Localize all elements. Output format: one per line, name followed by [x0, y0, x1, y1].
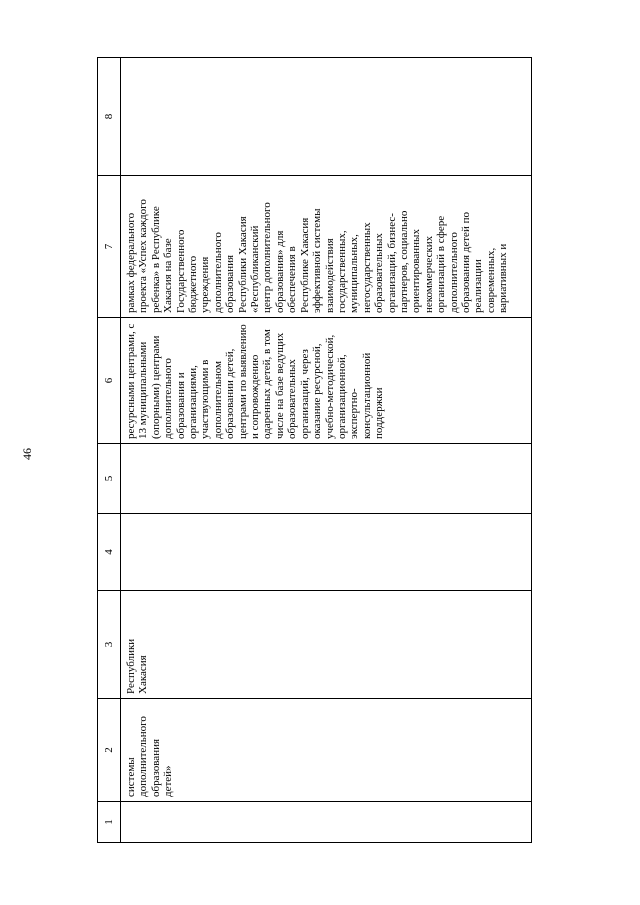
page-number: 46	[20, 448, 34, 460]
cell-text-line: 13 муниципальными	[137, 341, 150, 439]
cell-text-line: оказание ресурсной,	[311, 343, 324, 439]
cell-text-line: и сопровождению	[249, 354, 262, 439]
cell-text-line: образования	[149, 738, 162, 797]
cell-text-line: государственных,	[335, 230, 348, 313]
cell-text-line: «Республиканский	[249, 225, 262, 313]
cell-text-line: Хакасия	[137, 655, 150, 694]
cell-text-line: организаций в сфере	[435, 215, 448, 313]
cell-text-line: дополнительного	[211, 232, 224, 313]
cell-text-line: (опорными) центрами	[149, 335, 162, 439]
cell-text-line: Республики	[125, 638, 137, 694]
header-cell: 2	[98, 699, 121, 802]
cell-col7	[121, 176, 532, 318]
cell-text-line: взаимодействия	[323, 238, 336, 313]
cell-text-line: образования» для	[273, 230, 286, 313]
cell-text-line: эффективной системы	[311, 208, 324, 313]
cell-text-line: современных,	[484, 247, 497, 313]
cell-text-line: образовании детей,	[224, 348, 237, 439]
header-cell: 1	[98, 802, 121, 843]
cell-text-line: числе на базе ведущих	[273, 332, 286, 439]
cell-text-line: муниципальных,	[348, 234, 361, 313]
header-cell: 8	[98, 58, 121, 176]
cell-text-line: реализации	[472, 259, 485, 313]
cell-text-line: образования и	[174, 372, 187, 439]
cell-text-line: организациями,	[187, 365, 200, 439]
cell-text-line: негосударственных	[360, 222, 373, 313]
cell-text-line: ресурсными центрами, с	[125, 323, 137, 439]
cell-col5	[121, 444, 532, 514]
cell-text-line: организационной,	[335, 354, 348, 439]
cell-text-line: Республике Хакасия	[298, 217, 311, 313]
cell-text-line: обеспечения в	[286, 246, 299, 313]
cell-text-line: партнеров, социально	[397, 210, 410, 313]
cell-col1	[121, 802, 532, 843]
cell-text-line: дополнительного	[447, 232, 460, 313]
cell-text-line: некоммерческих	[422, 235, 435, 313]
cell-text-line: рамках федерального	[125, 212, 137, 313]
cell-text-line: образовательных	[373, 233, 386, 313]
cell-text-line: системы	[125, 757, 137, 797]
cell-text-line: Республики Хакасия	[236, 216, 249, 313]
header-cell: 7	[98, 176, 121, 318]
cell-text-line: Государственного	[174, 229, 187, 313]
cell-text-line: организаций, бизнес-	[385, 213, 398, 313]
cell-text-line: одаренных детей, в том	[261, 329, 274, 439]
cell-text-line: образования детей по	[459, 212, 472, 313]
header-row	[98, 58, 121, 843]
cell-text-line: проекта «Успех каждого	[137, 199, 150, 313]
cell-text-line: ориентированных	[410, 229, 423, 313]
cell-text-line: поддержки	[373, 387, 386, 439]
cell-text-line: организаций, через	[298, 349, 311, 439]
cell-text-line: детей»	[162, 765, 175, 797]
header-cell: 4	[98, 514, 121, 591]
cell-text-line: дополнительного	[137, 716, 150, 797]
table-row	[121, 58, 532, 843]
cell-text-line: вариативных и	[497, 243, 510, 313]
cell-text-line: образования	[224, 254, 237, 313]
header-cell: 3	[98, 591, 121, 699]
cell-text-line: учреждения	[199, 256, 212, 313]
cell-text-line: участвующими в	[199, 359, 212, 439]
cell-text-line: образовательных	[286, 359, 299, 439]
cell-text-line: бюджетного	[187, 255, 200, 313]
rotated-table-container	[97, 58, 532, 843]
cell-text-line: учебно-методической,	[323, 334, 336, 439]
cell-text-line: консультационной	[360, 352, 373, 439]
header-cell: 6	[98, 318, 121, 444]
cell-col2	[121, 699, 532, 802]
cell-text-line: центр дополнительного	[261, 202, 274, 313]
cell-col3	[121, 591, 532, 699]
cell-text-line: экспертно-	[348, 388, 361, 439]
cell-text-line: центрами по выявлению	[236, 324, 249, 439]
cell-text-line: дополнительном	[211, 361, 224, 439]
cell-text-line: Хакасия на базе	[162, 238, 175, 313]
cell-col8	[121, 58, 532, 176]
cell-text-line: ребенка» в Республике	[149, 206, 162, 313]
cell-text-line: дополнительного	[162, 358, 175, 439]
measures-table	[97, 57, 532, 843]
cell-col4	[121, 514, 532, 591]
header-cell: 5	[98, 444, 121, 514]
cell-col6	[121, 318, 532, 444]
